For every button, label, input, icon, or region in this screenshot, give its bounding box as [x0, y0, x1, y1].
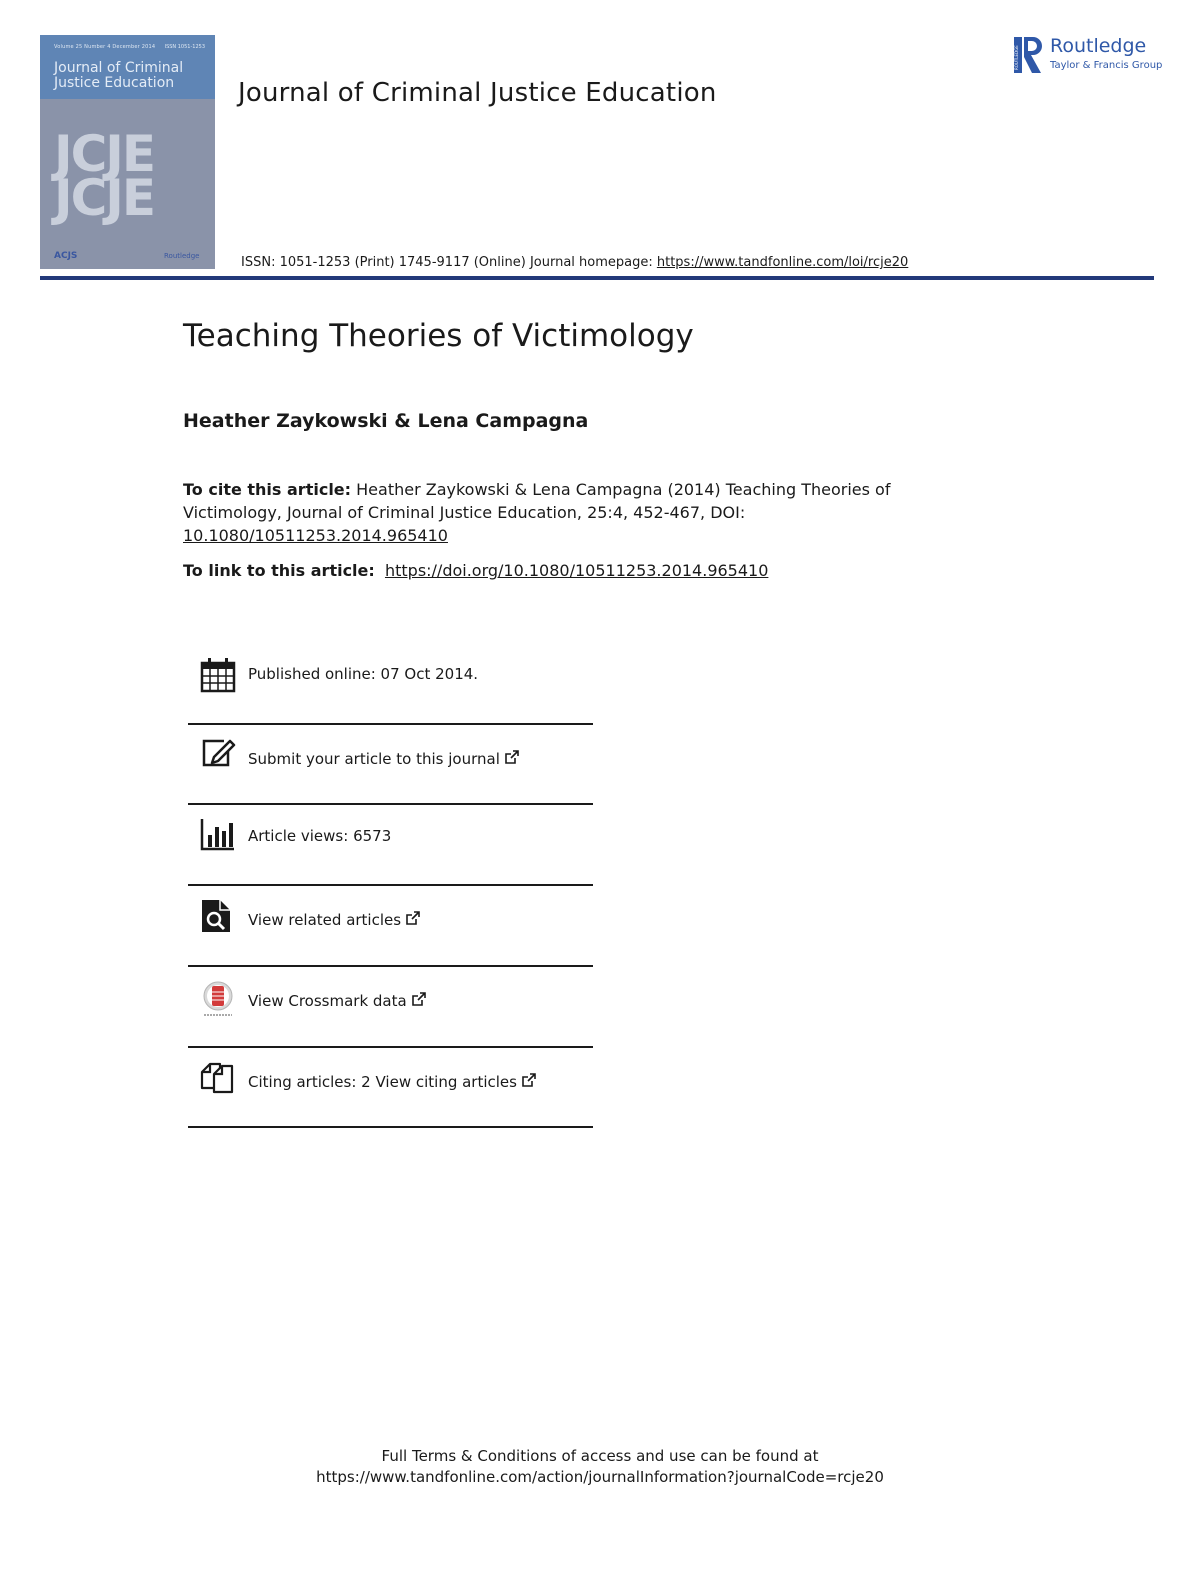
citation-doi-link[interactable]: 10.1080/10511253.2014.965410: [183, 526, 448, 545]
journal-title: Journal of Criminal Justice Education: [238, 78, 717, 108]
search-document-icon: [200, 898, 236, 934]
edit-icon: [200, 735, 236, 771]
citing-articles-icon: [200, 1060, 236, 1096]
info-row-published: [188, 643, 593, 723]
related-articles-link[interactable]: [248, 910, 421, 929]
terms-footer: [0, 1446, 1200, 1488]
article-authors: Heather Zaykowski & Lena Campagna: [183, 410, 589, 432]
submit-article-label: Submit your article to this journal: [248, 750, 500, 768]
bar-chart-icon: [200, 817, 236, 853]
published-text: Published online: 07 Oct 2014.: [248, 665, 479, 683]
article-title: Teaching Theories of Victimology: [183, 318, 694, 354]
terms-url[interactable]: https://www.tandfonline.com/action/journalInformation?journalCode=rcje20: [316, 1468, 884, 1486]
routledge-logo[interactable]: [1014, 34, 1164, 78]
crossmark-label: View Crossmark data: [248, 992, 407, 1010]
citation-block: [183, 478, 903, 547]
routledge-r-icon: [1014, 36, 1044, 74]
info-row-related[interactable]: [188, 886, 593, 966]
article-views-text: Article views: 6573: [248, 827, 392, 845]
info-divider: [188, 1126, 593, 1128]
cover-volume-text: Volume 25 Number 4 December 2014: [54, 44, 156, 50]
cover-publisher-logo: Routledge: [164, 252, 200, 260]
crossmark-icon: [200, 981, 236, 1017]
cover-acjs-logo: ACJS: [54, 251, 78, 261]
article-link-line: [183, 561, 768, 580]
routledge-mark-text: ROUTLEDGE: [1014, 45, 1019, 70]
link-label: To link to this article:: [183, 561, 375, 580]
issn-text: ISSN: 1051-1253 (Print) 1745-9117 (Online) Journal homepage:: [241, 255, 657, 270]
info-row-views: [188, 805, 593, 885]
journal-cover-image: [40, 35, 215, 269]
info-row-citing[interactable]: [188, 1048, 593, 1128]
cover-issn-text: ISSN 1051-1253: [164, 44, 205, 50]
article-doi-url[interactable]: https://doi.org/10.1080/10511253.2014.965410: [384, 561, 769, 580]
citing-articles-link[interactable]: [248, 1072, 537, 1091]
publisher-group: Taylor & Francis Group: [1050, 60, 1163, 71]
external-link-icon: [405, 910, 421, 926]
info-row-crossmark[interactable]: [188, 967, 593, 1047]
citing-articles-label: Citing articles: 2 View citing articles: [248, 1073, 517, 1091]
calendar-icon: [200, 657, 236, 693]
external-link-icon: [411, 991, 427, 1007]
citation-text: Heather Zaykowski & Lena Campagna (2014) Teaching Theories of Victimology, Journal of Criminal Justice Education, 25:4, 452-467, DOI:: [183, 480, 891, 522]
related-articles-label: View related articles: [248, 911, 402, 929]
cover-monogram: JCJE: [54, 125, 155, 183]
external-link-icon: [504, 749, 520, 765]
external-link-icon: [521, 1072, 537, 1088]
submit-article-link[interactable]: [248, 749, 520, 768]
issn-line: [241, 255, 908, 270]
terms-text: Full Terms & Conditions of access and use can be found at: [381, 1447, 819, 1465]
crossmark-link[interactable]: [248, 991, 427, 1010]
header-rule: [40, 276, 1154, 280]
journal-homepage-link[interactable]: https://www.tandfonline.com/loi/rcje20: [656, 255, 909, 270]
cover-title: Journal of Criminal Justice Education: [54, 60, 184, 91]
cover-monogram-repeat: JCJE: [54, 169, 155, 227]
citation-label: To cite this article:: [183, 480, 352, 499]
info-row-submit[interactable]: [188, 725, 593, 805]
publisher-name: Routledge: [1050, 35, 1147, 57]
